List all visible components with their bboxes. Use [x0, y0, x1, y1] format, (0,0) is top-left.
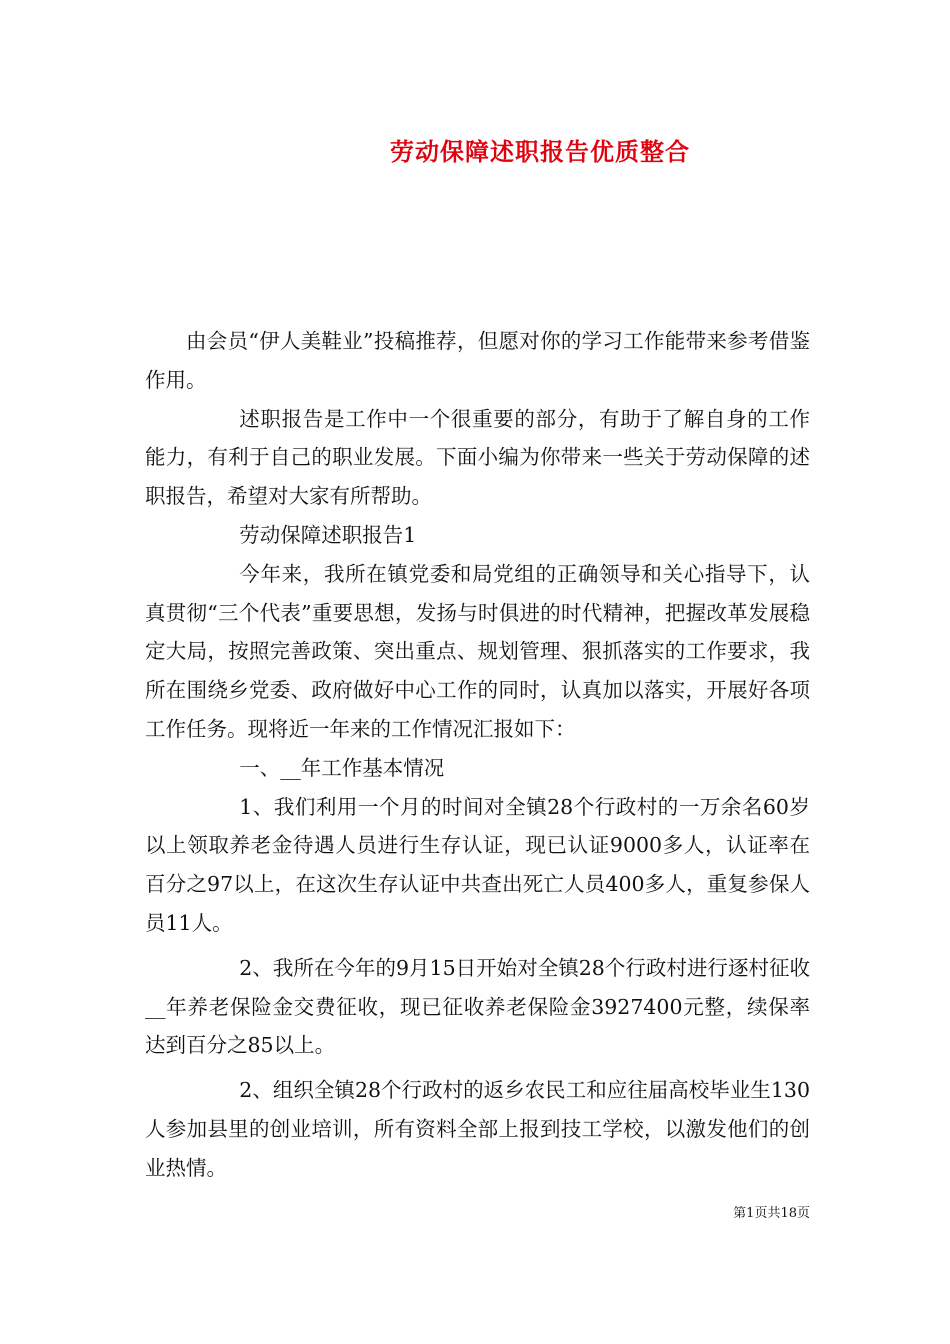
- section-heading-basic-situation: 一、__年工作基本情况: [239, 755, 445, 780]
- paragraph-overview: 今年来，我所在镇党委和局党组的正确领导和关心指导下，认真贯彻“三个代表”重要思想，发扬与时俱进的时代精神，把握改革发展稳定大局，按照完善政策、突出重点、规划管理、狠抓落实的工作要求，我所在围绕乡党委、政府做好中心工作的同时，认真加以落实，开展好各项工作任务。现将近一年来的工作情况汇报如下：: [145, 561, 810, 741]
- document-title: 劳动保障述职报告优质整合: [390, 137, 690, 166]
- section-heading-report-1: 劳动保障述职报告1: [239, 522, 417, 547]
- paragraph-preface: 述职报告是工作中一个很重要的部分，有助于了解自身的工作能力，有利于自己的职业发展。下面小编为你带来一些关于劳动保障的述职报告，希望对大家有所帮助。: [145, 406, 810, 509]
- page-number: 第1页共18页: [733, 1206, 810, 1221]
- paragraph-intro: 由会员“伊人美鞋业”投稿推荐，但愿对你的学习工作能带来参考借鉴作用。: [145, 329, 810, 392]
- list-item-2: 2、我所在今年的9月15日开始对全镇28个行政村进行逐村征收__年养老保险金交费征收，现已征收养老保险金3927400元整，续保率达到百分之85以上。: [145, 955, 810, 1058]
- list-item-1: 1、我们利用一个月的时间对全镇28个行政村的一万余名60岁以上领取养老金待遇人员进行生存认证，现已认证9000多人，认证率在百分之97以上，在这次生存认证中共查出死亡人员400多人，重复参保人员11人。: [145, 794, 810, 935]
- list-item-3: 2、组织全镇28个行政村的返乡农民工和应往届高校毕业生130人参加县里的创业培训，所有资料全部上报到技工学校，以激发他们的创业热情。: [145, 1078, 810, 1180]
- document-body: [145, 322, 810, 1188]
